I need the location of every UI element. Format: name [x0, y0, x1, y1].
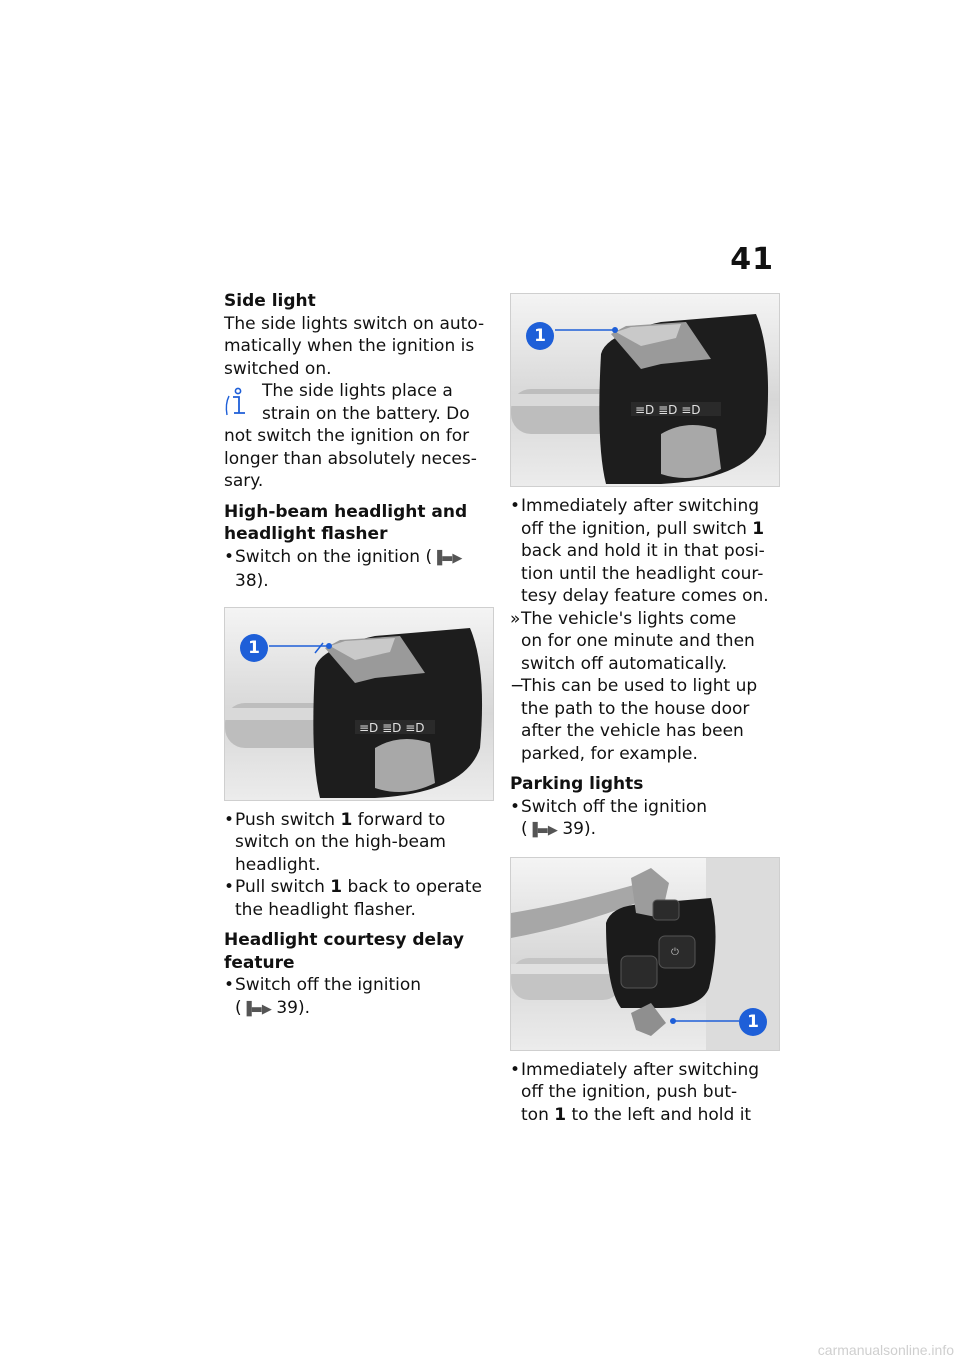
section-heading-high-beam: High-beam headlight and	[224, 501, 468, 522]
step-item	[224, 546, 494, 593]
step-line: off the ignition, push but-	[521, 1082, 738, 1102]
step-text: ton	[521, 1104, 555, 1125]
step-text: off the ignition, pull switch	[521, 518, 753, 539]
button-number: 1	[554, 1104, 567, 1125]
result-line: The vehicle's lights come	[521, 608, 737, 629]
step-line: tion until the headlight cour-	[521, 563, 764, 584]
note-line: sary.	[224, 471, 264, 491]
handlebar-illustration	[511, 294, 780, 487]
watermark: carmanualsonline.info	[817, 1342, 954, 1358]
step-text: Pull switch	[235, 877, 331, 897]
switch-number: 1	[330, 877, 343, 897]
step-line: the headlight flasher.	[235, 899, 416, 920]
note-line: The side lights place a	[262, 381, 453, 401]
step-text: Switch off the ignition	[521, 796, 708, 817]
side-light-body-line: matically when the ignition is	[224, 336, 475, 356]
bullet: •	[224, 975, 235, 995]
step-line: Immediately after switching	[521, 1059, 760, 1080]
bullet: •	[224, 809, 235, 830]
note-line: strain on the battery. Do	[262, 403, 470, 424]
note-line: longer than absolutely neces-	[224, 448, 477, 469]
tip-line: after the vehicle has been	[521, 721, 744, 741]
arrow-reference-icon: ▐▬▶	[432, 550, 462, 566]
step-text: Switch on the ignition (	[235, 546, 433, 567]
tip-marker: −	[510, 676, 525, 696]
bullet: •	[510, 1059, 521, 1080]
section-heading-parking-lights: Parking lights	[510, 774, 644, 794]
step-line: Immediately after switching	[521, 496, 760, 516]
tip-line: This can be used to light up	[521, 676, 758, 696]
section-heading-high-beam-line2: headlight flasher	[224, 524, 388, 544]
step-item	[224, 876, 494, 921]
figure-handlebar-parking-button	[510, 857, 780, 1051]
svg-text:≡D ≣D ≡D: ≡D ≣D ≡D	[359, 720, 425, 735]
result-item	[510, 608, 780, 676]
result-line: on for one minute and then	[521, 631, 755, 651]
side-light-body-line: switched on.	[224, 358, 332, 379]
step-text: Switch off the ignition	[235, 975, 422, 995]
note-line: not switch the ignition on for	[224, 426, 470, 446]
svg-text:≡D ≣D ≡D: ≡D ≣D ≡D	[635, 403, 701, 417]
step-line: headlight.	[235, 854, 321, 875]
arrow-reference-icon: ▐▬▶	[527, 823, 557, 838]
callout-1: 1	[240, 634, 268, 662]
step-item	[510, 796, 780, 843]
handlebar-illustration	[225, 608, 494, 801]
svg-text:⏻: ⏻	[671, 946, 679, 958]
page-number: 41	[730, 242, 774, 277]
step-line: switch on the high-beam	[235, 832, 446, 852]
info-note	[224, 380, 494, 493]
switch-number: 1	[752, 518, 765, 539]
step-text: (	[521, 819, 528, 839]
step-item	[224, 809, 494, 877]
tip-line: parked, for example.	[521, 743, 698, 764]
section-heading-courtesy-delay-line2: feature	[224, 952, 295, 973]
step-item	[510, 495, 780, 608]
page-reference[interactable]: 39).	[276, 997, 310, 1018]
right-column	[510, 293, 780, 1126]
left-column	[224, 290, 494, 1021]
callout-1: 1	[739, 1008, 767, 1036]
step-text: Push switch	[235, 809, 341, 830]
figure-handlebar-switch-courtesy	[510, 293, 780, 487]
page-reference[interactable]: 38).	[235, 571, 269, 591]
step-line: back and hold it in that posi-	[521, 541, 765, 561]
result-marker: »	[510, 608, 521, 629]
step-text: back to operate	[342, 877, 482, 897]
bullet: •	[224, 877, 235, 897]
bullet: •	[510, 496, 521, 516]
figure-handlebar-switch-high-beam	[224, 607, 494, 801]
bullet: •	[510, 796, 521, 817]
section-heading-courtesy-delay: Headlight courtesy delay	[224, 930, 464, 950]
step-text: (	[235, 997, 242, 1018]
step-line: tesy delay feature comes on.	[521, 586, 769, 606]
tip-line: the path to the house door	[521, 698, 750, 719]
arrow-reference-icon: ▐▬▶	[241, 1001, 271, 1017]
side-light-body-line: The side lights switch on auto-	[224, 313, 485, 334]
result-line: switch off automatically.	[521, 653, 728, 674]
callout-1: 1	[526, 322, 554, 350]
bullet: •	[224, 546, 235, 567]
section-heading-side-light: Side light	[224, 291, 316, 311]
page-reference[interactable]: 39).	[562, 819, 596, 839]
tip-item	[510, 675, 780, 765]
step-text: forward to	[352, 809, 446, 830]
step-item	[224, 974, 494, 1021]
switch-number: 1	[340, 809, 353, 830]
step-text: to the left and hold it	[566, 1104, 752, 1125]
step-item	[510, 1059, 780, 1127]
info-icon	[224, 384, 256, 418]
